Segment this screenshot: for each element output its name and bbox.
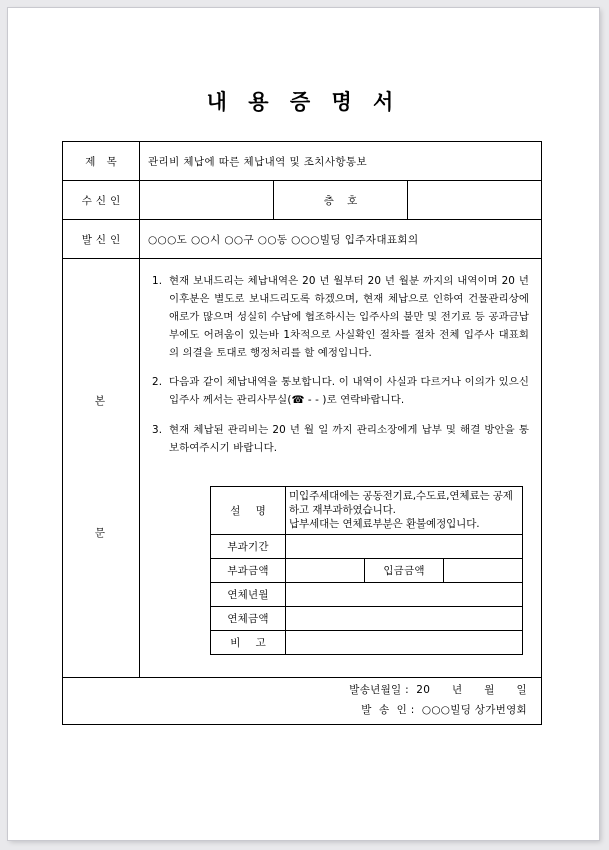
paragraph-3-text: 현재 체납된 관리비는 20 년 월 일 까지 관리소장에게 납부 및 해결 방안을 통보하여주시기 바랍니다. xyxy=(169,424,529,455)
paragraph-3 xyxy=(152,422,529,458)
recipient-label: 수신인 xyxy=(63,181,140,220)
paragraph-1-text: 현재 보내드리는 체납내역은 20 년 월부터 20 년 월분 까지의 내역이며 20 년 이후분은 별도로 보내드리도록 하겠으며, 현재 체납으로 인하여 건물관리상에 애로가 많으며 성실히 수납에 협조하시는 입주사의 불만 및 전기료 등 공과금납부에도 어려움이 있는바 1차적으로 사실확인 절차를 절차 전체 입주사 대표회의 의결을 토대로 행정처리를 할 예정입니다. xyxy=(169,275,529,359)
detail-row-overdue-month xyxy=(211,582,523,606)
detail-value-remarks[interactable] xyxy=(286,630,523,654)
detail-label-description: 설 명 xyxy=(211,487,286,535)
paragraph-3-number: 3. xyxy=(152,424,163,437)
recipient-value[interactable] xyxy=(140,181,274,220)
paragraph-2 xyxy=(152,374,529,410)
table-row-recipient xyxy=(63,181,542,220)
footer-block xyxy=(63,677,542,724)
table-row-footer xyxy=(63,677,542,724)
detail-row-description xyxy=(211,487,523,535)
table-row-sender xyxy=(63,220,542,259)
detail-value-deposit-amount[interactable] xyxy=(444,558,523,582)
detail-label-remarks: 비 고 xyxy=(211,630,286,654)
paragraph-1-number: 1. xyxy=(152,275,163,287)
detail-row-overdue-amount xyxy=(211,606,523,630)
sender-label: 발신인 xyxy=(63,220,140,259)
document-page xyxy=(8,8,599,840)
body-label-bottom: 문 xyxy=(94,526,108,539)
floor-label: 층 호 xyxy=(274,181,408,220)
table-row-subject xyxy=(63,142,542,181)
detail-label-charge-period: 부과기간 xyxy=(211,534,286,558)
paragraph-2-number: 2. xyxy=(152,376,163,389)
detail-table-wrapper xyxy=(152,470,529,665)
detail-label-overdue-month: 연체년월 xyxy=(211,582,286,606)
detail-note-line-2: 납부세대는 연체료부분은 환불예정입니다. xyxy=(289,518,480,531)
page-title: 내 용 증 명 서 xyxy=(206,90,401,114)
detail-value-overdue-month[interactable] xyxy=(286,582,523,606)
detail-row-charge-period xyxy=(211,534,523,558)
delinquency-detail-table xyxy=(210,486,523,655)
detail-row-charge-amount xyxy=(211,558,523,582)
detail-note-line-1: 미입주세대에는 공동전기료,수도료,연체료는 공제하고 재부과하였습니다. xyxy=(289,490,513,517)
body-section-label xyxy=(63,259,140,678)
body-label-top: 본 xyxy=(94,395,108,408)
sender-value[interactable]: ○○○도 ○○시 ○○구 ○○동 ○○○빌딩 입주자대표회의 xyxy=(140,220,542,259)
detail-label-deposit-amount: 입금금액 xyxy=(365,558,444,582)
floor-value[interactable] xyxy=(408,181,542,220)
paragraph-1 xyxy=(152,273,529,362)
body-content xyxy=(140,259,542,678)
subject-label: 제 목 xyxy=(63,142,140,181)
subject-value[interactable]: 관리비 체납에 따른 체납내역 및 조치사항통보 xyxy=(140,142,542,181)
detail-value-charge-period[interactable] xyxy=(286,534,523,558)
detail-value-charge-amount[interactable] xyxy=(286,558,365,582)
footer-sender: 발 송 인 : ○○○빌딩 상가번영회 xyxy=(361,703,527,716)
detail-row-remarks xyxy=(211,630,523,654)
detail-label-charge-amount: 부과금액 xyxy=(211,558,286,582)
footer-send-date: 발송년월일 : 20 년 월 일 xyxy=(349,684,527,697)
paragraph-2-text: 다음과 같이 체납내역을 통보합니다. 이 내역이 사실과 다르거나 이의가 있으신 입주사 께서는 관리사무실(☎ - - )로 연락바랍니다. xyxy=(169,376,529,407)
detail-label-overdue-amount: 연체금액 xyxy=(211,606,286,630)
certificate-table xyxy=(62,141,542,725)
detail-description-note xyxy=(286,487,523,535)
detail-value-overdue-amount[interactable] xyxy=(286,606,523,630)
table-row-body xyxy=(63,259,542,678)
body-label-spacer xyxy=(63,408,139,528)
